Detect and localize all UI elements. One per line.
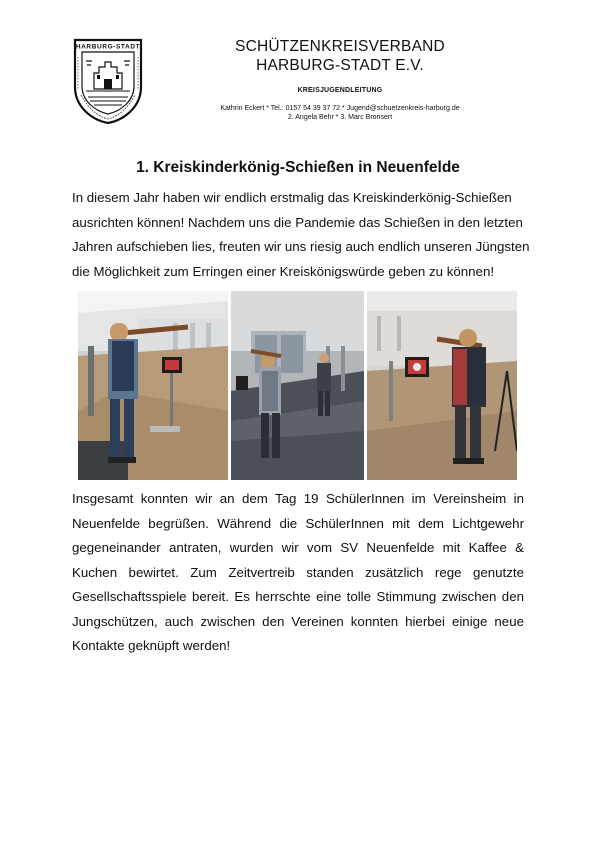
article-title: 1. Kreiskinderkönig-Schießen in Neuenfelde — [136, 159, 460, 176]
paragraph-line: Jahren aufschieben lies, freuten wir uns riesig auch endlich unseren Jüngsten — [72, 239, 530, 254]
intro-paragraph — [72, 186, 530, 284]
organization-name: SCHÜTZENKREISVERBAND — [235, 38, 445, 55]
department-label: KREISJUGENDLEITUNG — [297, 87, 383, 94]
paragraph-line: In diesem Jahr haben wir endlich erstmalig das Kreiskinderkönig-Schießen — [72, 190, 512, 205]
club-logo — [72, 37, 144, 125]
coat-of-arms-icon — [72, 37, 144, 125]
paragraph-line: ausrichten können! Nachdem uns die Pandemie das Schießen in den letzten — [72, 214, 523, 230]
contact-deputies: 2. Angela Behr * 3. Marc Bronsert — [287, 114, 393, 121]
paragraph-line: Insgesamt konnten wir an dem Tag 19 SchülerInnen im Vereinsheim in — [72, 491, 524, 506]
paragraph-line: die Möglichkeit zum Erringen einer Kreiskönigswürde geben zu können! — [72, 263, 495, 279]
paragraph-line: Neuenfelde begrüßen. Während die SchülerInnen mit dem Lichtgewehr — [72, 515, 524, 531]
paragraph-line: Kuchen bewirtet. Zum Zeitvertreib standen zusätzlich rege genutzte — [72, 564, 524, 580]
event-report-paragraph — [72, 487, 524, 659]
event-photo-1 — [78, 291, 228, 480]
paragraph-line: Kontakte geknüpft werden! — [72, 638, 231, 653]
paragraph-line: Gesellschaftsspiele bereit. Es herrschte eine tolle Stimmung zwischen den — [72, 589, 524, 604]
event-photo-3 — [367, 291, 517, 480]
contact-info: Kathrin Eckert * Tel.: 0157 54 39 37 72 * Jugend@schuetzenkreis-harburg.de — [220, 105, 460, 112]
paragraph-line: Jungschützen, auch zwischen den Vereinen konnten hierbei einige neue — [72, 613, 524, 629]
event-photo-2 — [231, 291, 364, 480]
organization-name-suffix: HARBURG-STADT E.V. — [256, 57, 424, 74]
svg-text:HARBURG-STADT: HARBURG-STADT — [75, 43, 141, 51]
paragraph-line: gegeneinander antraten, wurden wir vom SV Neuenfelde mit Kaffee & — [72, 540, 524, 555]
